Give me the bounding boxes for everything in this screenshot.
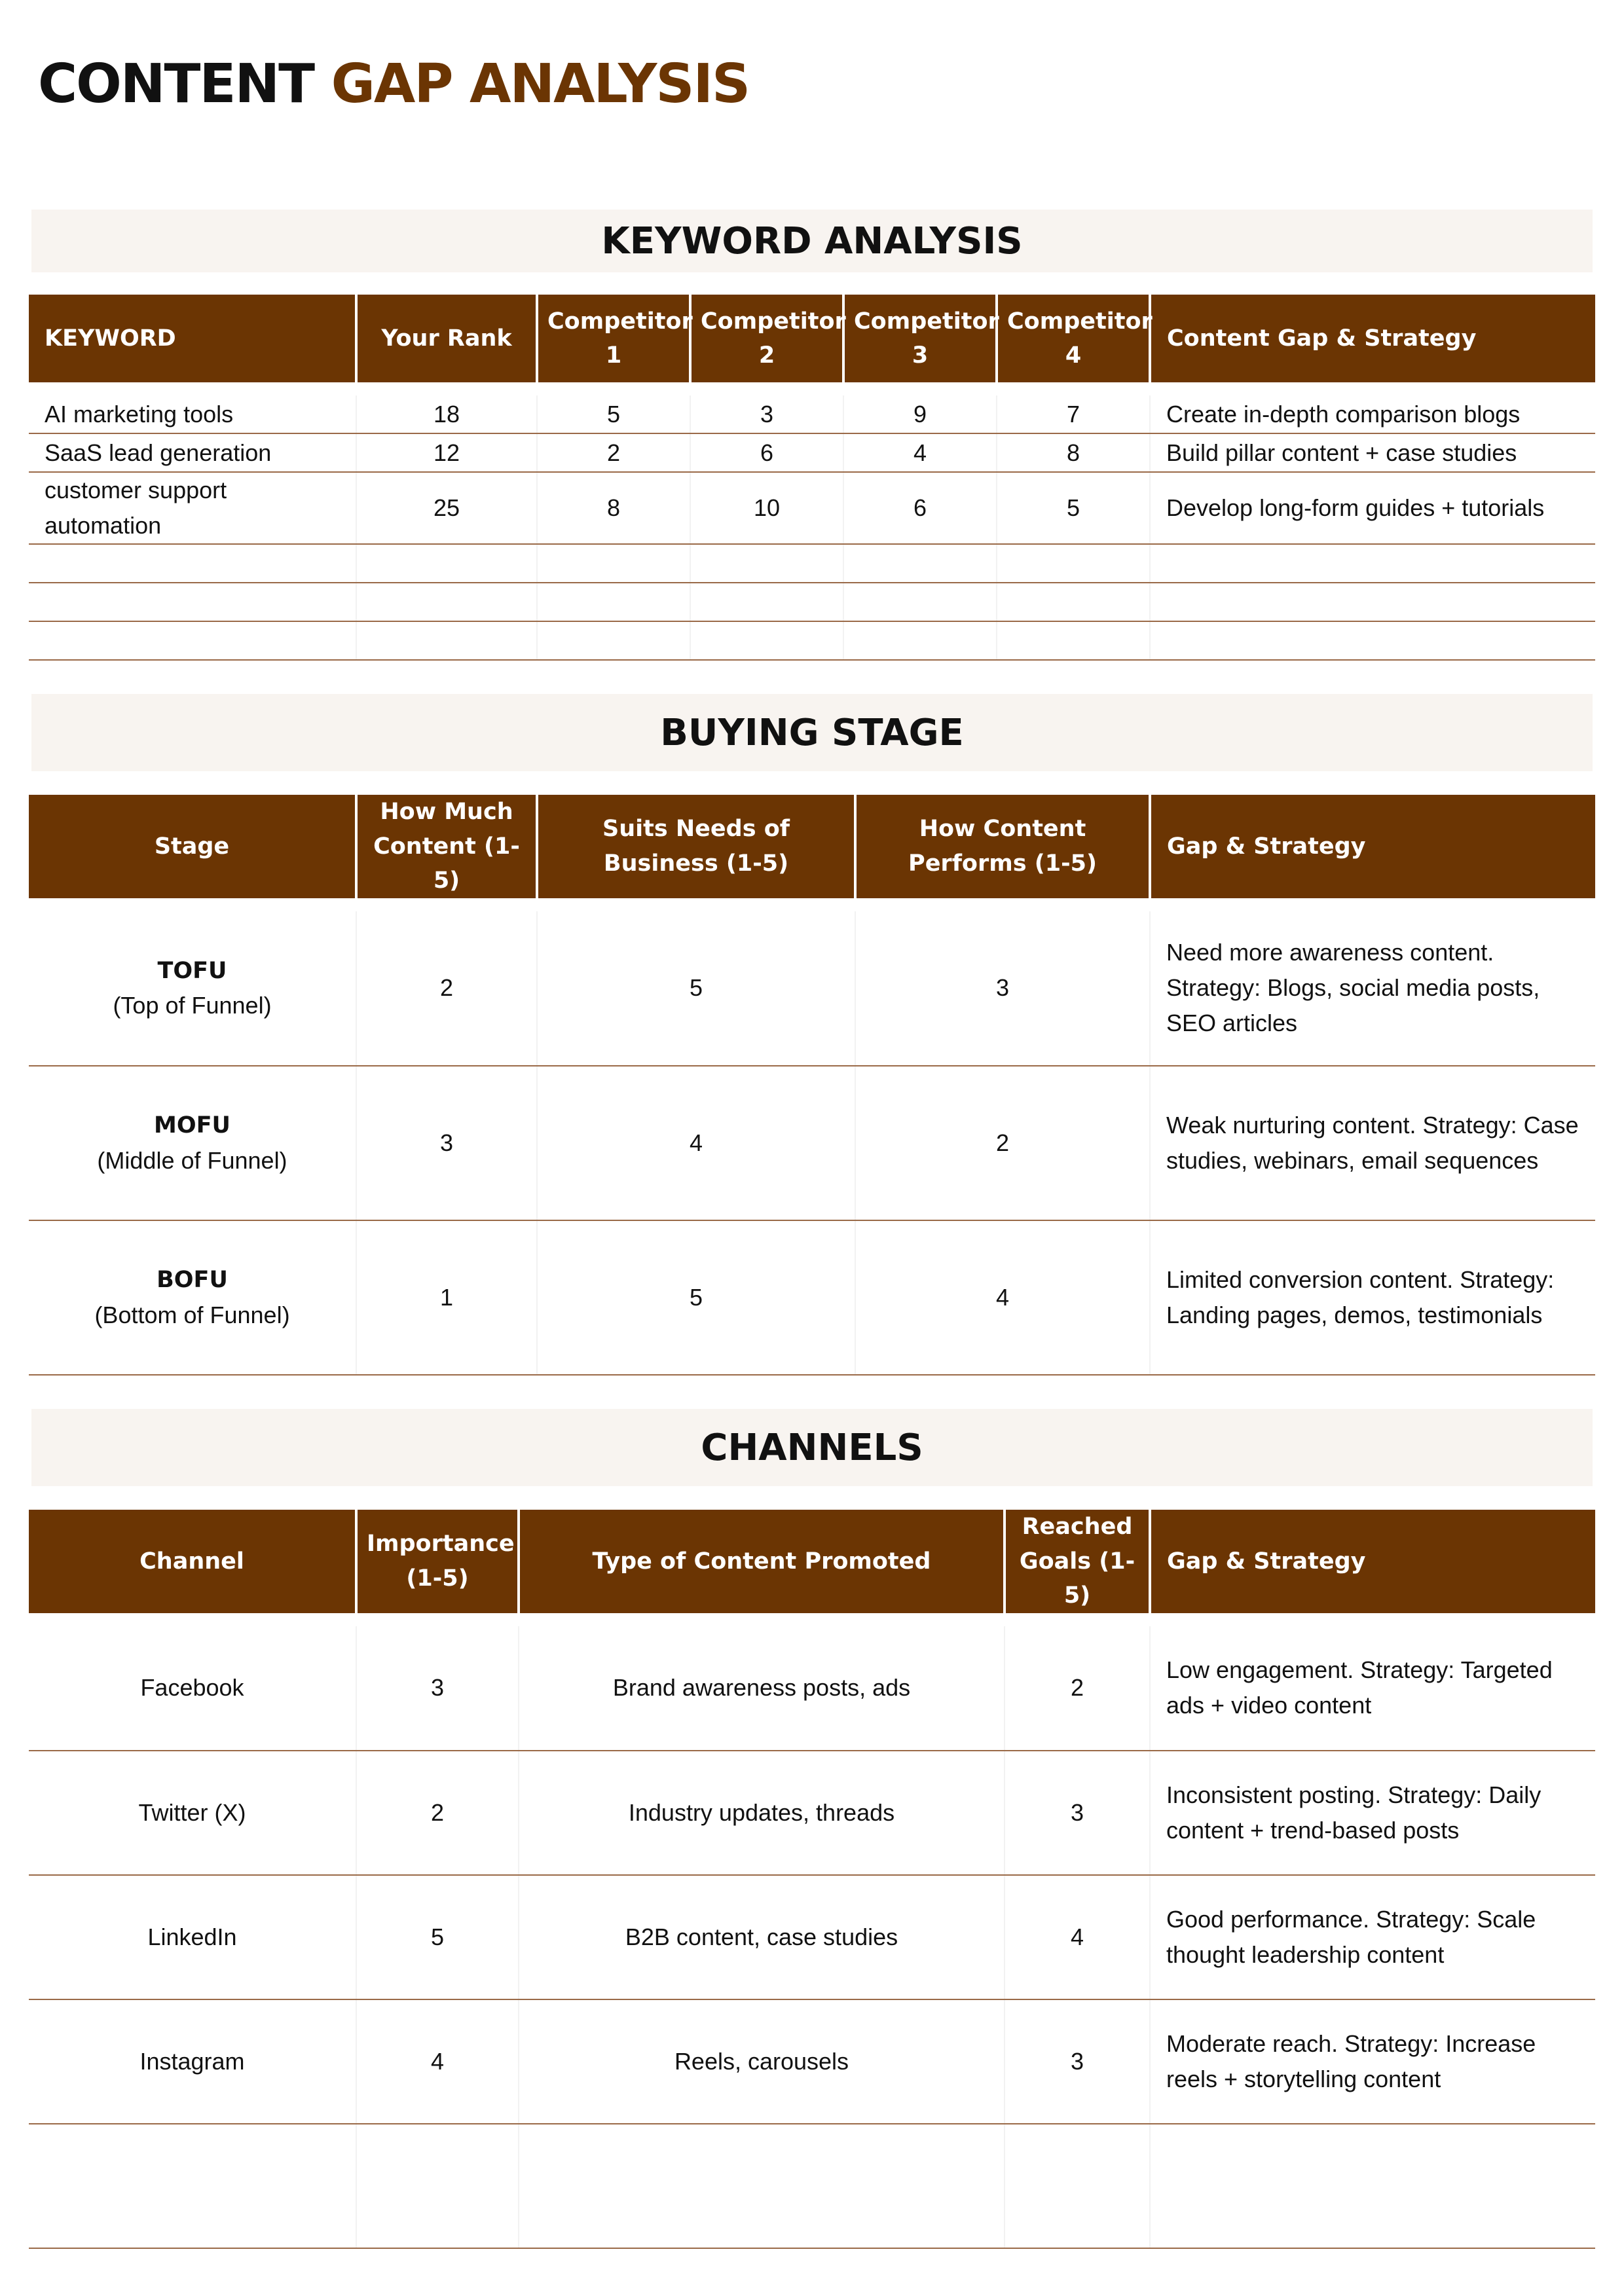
table-row — [29, 1066, 1595, 1220]
col-competitor-3: Competitor 3 — [843, 295, 997, 382]
content-type-cell: Brand awareness posts, ads — [519, 1626, 1005, 1751]
strategy-cell: Develop long-form guides + tutorials — [1150, 472, 1595, 544]
performs-cell: 3 — [855, 911, 1150, 1066]
strategy-cell: Good performance. Strategy: Scale thought leadership content — [1150, 1875, 1595, 1999]
col-gap-strategy: Gap & Strategy — [1150, 1510, 1595, 1613]
channel-cell: Facebook — [29, 1626, 356, 1751]
reached-goals-cell: 2 — [1005, 1626, 1150, 1751]
how-much-cell: 2 — [356, 911, 537, 1066]
keyword-section-heading: KEYWORD ANALYSIS — [31, 210, 1593, 272]
keyword-table — [29, 295, 1595, 661]
table-row — [29, 1626, 1595, 1751]
content-type-cell: Industry updates, threads — [519, 1751, 1005, 1875]
competitor-4-cell: 8 — [997, 433, 1150, 472]
stage-name: BOFU — [157, 1267, 228, 1294]
strategy-cell: Create in-depth comparison blogs — [1150, 395, 1595, 433]
importance-cell: 4 — [356, 1999, 519, 2124]
content-type-cell: B2B content, case studies — [519, 1875, 1005, 1999]
rank-cell: 25 — [356, 472, 537, 544]
strategy-cell: Need more awareness content. Strategy: Blogs, social media posts, SEO articles — [1150, 911, 1595, 1066]
table-row — [29, 472, 1595, 544]
col-stage: Stage — [29, 795, 356, 898]
stage-cell — [29, 1220, 356, 1375]
competitor-1-cell: 8 — [537, 472, 690, 544]
stage-cell — [29, 911, 356, 1066]
stage-cell — [29, 1066, 356, 1220]
col-your-rank: Your Rank — [356, 295, 537, 382]
keyword-cell: customer support automation — [29, 472, 356, 544]
rank-cell: 12 — [356, 433, 537, 472]
keyword-cell: AI marketing tools — [29, 395, 356, 433]
content-type-cell: Reels, carousels — [519, 1999, 1005, 2124]
channel-cell: Instagram — [29, 1999, 356, 2124]
importance-cell: 3 — [356, 1626, 519, 1751]
col-how-much-content: How Much Content (1-5) — [356, 795, 537, 898]
stage-subtitle: (Bottom of Funnel) — [94, 1301, 290, 1328]
competitor-2-cell: 6 — [690, 433, 843, 472]
competitor-2-cell: 3 — [690, 395, 843, 433]
col-channel: Channel — [29, 1510, 356, 1613]
stage-subtitle: (Middle of Funnel) — [97, 1146, 287, 1174]
col-competitor-1: Competitor 1 — [537, 295, 690, 382]
strategy-cell: Build pillar content + case studies — [1150, 433, 1595, 472]
table-row — [29, 395, 1595, 433]
competitor-2-cell: 10 — [690, 472, 843, 544]
importance-cell: 2 — [356, 1751, 519, 1875]
col-gap-strategy: Gap & Strategy — [1150, 795, 1595, 898]
suits-needs-cell: 5 — [537, 1220, 855, 1375]
strategy-cell: Limited conversion content. Strategy: Landing pages, demos, testimonials — [1150, 1220, 1595, 1375]
stage-name: MOFU — [154, 1112, 231, 1139]
competitor-4-cell: 7 — [997, 395, 1150, 433]
strategy-cell: Moderate reach. Strategy: Increase reels + storytelling content — [1150, 1999, 1595, 2124]
stage-name: TOFU — [157, 957, 227, 984]
how-much-cell: 1 — [356, 1220, 537, 1375]
suits-needs-cell: 5 — [537, 911, 855, 1066]
title-part1: CONTENT — [38, 53, 314, 115]
col-competitor-4: Competitor 4 — [997, 295, 1150, 382]
stage-subtitle: (Top of Funnel) — [113, 992, 272, 1019]
table-row — [29, 433, 1595, 472]
reached-goals-cell: 4 — [1005, 1875, 1150, 1999]
strategy-cell: Low engagement. Strategy: Targeted ads + video content — [1150, 1626, 1595, 1751]
empty-row — [29, 621, 1595, 660]
table-row — [29, 1220, 1595, 1375]
buying-stage-table — [29, 795, 1595, 1376]
keyword-header-row — [29, 295, 1595, 382]
col-reached-goals: Reached Goals (1-5) — [1005, 1510, 1150, 1613]
competitor-1-cell: 2 — [537, 433, 690, 472]
table-row — [29, 1751, 1595, 1875]
channels-header-row — [29, 1510, 1595, 1613]
col-type-of-content: Type of Content Promoted — [519, 1510, 1005, 1613]
strategy-cell: Inconsistent posting. Strategy: Daily content + trend-based posts — [1150, 1751, 1595, 1875]
empty-row — [29, 544, 1595, 583]
performs-cell: 4 — [855, 1220, 1150, 1375]
empty-row — [29, 2124, 1595, 2248]
col-how-content-performs: How Content Performs (1-5) — [855, 795, 1150, 898]
table-row — [29, 1999, 1595, 2124]
col-importance: Importance (1-5) — [356, 1510, 519, 1613]
how-much-cell: 3 — [356, 1066, 537, 1220]
keyword-cell: SaaS lead generation — [29, 433, 356, 472]
competitor-3-cell: 4 — [843, 433, 997, 472]
buying-section-heading: BUYING STAGE — [31, 694, 1593, 771]
page-title — [38, 53, 750, 115]
title-part2: GAP ANALYSIS — [331, 53, 750, 115]
channel-cell: LinkedIn — [29, 1875, 356, 1999]
competitor-3-cell: 9 — [843, 395, 997, 433]
competitor-4-cell: 5 — [997, 472, 1150, 544]
competitor-3-cell: 6 — [843, 472, 997, 544]
col-suits-needs: Suits Needs of Business (1-5) — [537, 795, 855, 898]
channels-table — [29, 1510, 1595, 2249]
suits-needs-cell: 4 — [537, 1066, 855, 1220]
col-keyword: KEYWORD — [29, 295, 356, 382]
reached-goals-cell: 3 — [1005, 1999, 1150, 2124]
table-row — [29, 911, 1595, 1066]
col-competitor-2: Competitor 2 — [690, 295, 843, 382]
performs-cell: 2 — [855, 1066, 1150, 1220]
reached-goals-cell: 3 — [1005, 1751, 1150, 1875]
channels-section-heading: CHANNELS — [31, 1409, 1593, 1486]
table-row — [29, 1875, 1595, 1999]
rank-cell: 18 — [356, 395, 537, 433]
buying-header-row — [29, 795, 1595, 898]
channel-cell: Twitter (X) — [29, 1751, 356, 1875]
strategy-cell: Weak nurturing content. Strategy: Case studies, webinars, email sequences — [1150, 1066, 1595, 1220]
importance-cell: 5 — [356, 1875, 519, 1999]
competitor-1-cell: 5 — [537, 395, 690, 433]
empty-row — [29, 583, 1595, 621]
col-content-gap-strategy: Content Gap & Strategy — [1150, 295, 1595, 382]
